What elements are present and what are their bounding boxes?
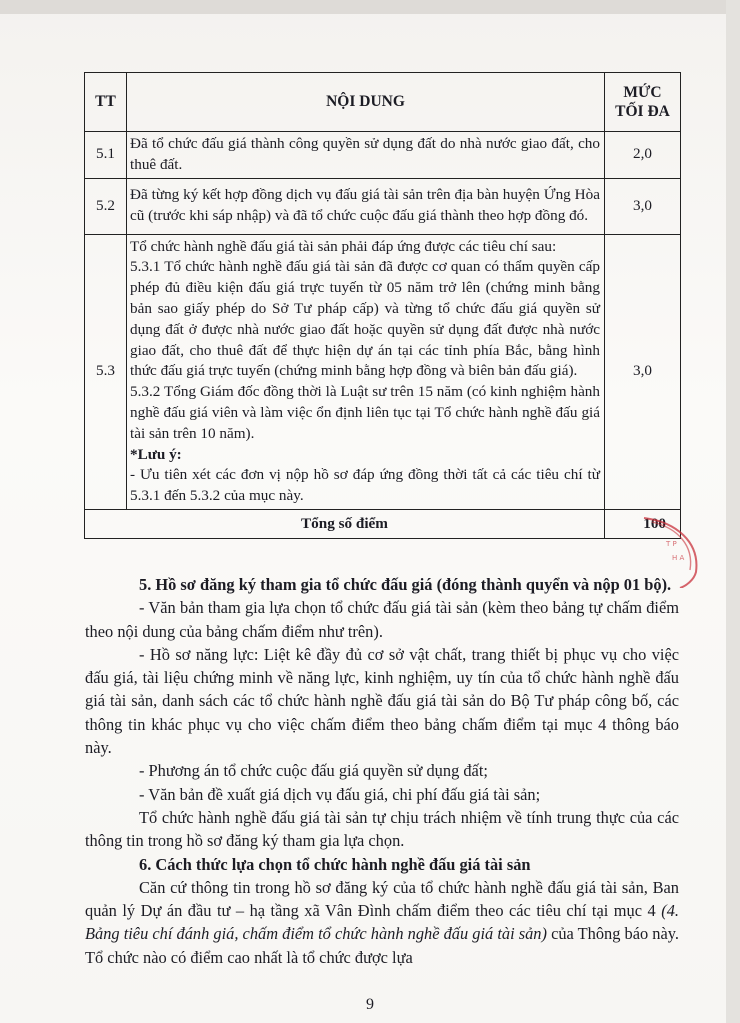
row-content: Đã tổ chức đấu giá thành công quyền sử dụng đất do nhà nước giao đất, cho thuê đất. (127, 132, 605, 179)
svg-text:T P: T P (666, 540, 677, 548)
note-label: *Lưu ý: (130, 445, 182, 463)
section-6-reference: (4. Bảng tiêu chí đánh giá, chấm điểm tổ chức hành nghề đấu giá tài sản) (85, 901, 679, 944)
row-tt: 5.2 (85, 178, 127, 234)
section-5-paragraph: - Phương án tổ chức cuộc đấu giá quyền sử dụng đất; (139, 761, 488, 781)
row-content (127, 234, 605, 509)
table-row (85, 234, 681, 509)
row-max: 2,0 (605, 132, 681, 179)
criteria-intro: Tổ chức hành nghề đấu giá tài sản phải đáp ứng được các tiêu chí sau: (130, 237, 557, 255)
header-max (605, 73, 681, 132)
red-stamp-mark (636, 512, 706, 588)
scan-top-edge (0, 0, 740, 14)
table-header-row (85, 73, 681, 132)
table-row (85, 132, 681, 179)
total-value: 100 (605, 509, 681, 538)
table-total-row (85, 509, 681, 538)
page-number: 9 (366, 996, 374, 1013)
section-6-text: của Thông báo này. Tổ chức nào có điểm cao nhất là tổ chức được lựa (85, 924, 679, 967)
header-max-line2: TỐI ĐA (615, 103, 670, 120)
row-tt: 5.3 (85, 234, 127, 509)
section-5-paragraph: Tổ chức hành nghề đấu giá tài sản tự chịu trách nhiệm về tính trung thực của các thông tin trong hồ sơ đăng ký tham gia lựa chọn. (85, 807, 679, 851)
scoring-table (84, 72, 681, 539)
total-label: Tổng số điểm (85, 509, 605, 538)
section-5-paragraph: - Văn bản đề xuất giá dịch vụ đấu giá, chi phí đấu giá tài sản; (139, 784, 541, 804)
section-5-paragraph: - Hồ sơ năng lực: Liệt kê đầy đủ cơ sở vật chất, trang thiết bị phục vụ cho việc đấu giá, tài liệu chứng minh về năng lực, kinh nghiệm, uy tín của tổ chức hành nghề đấu giá tài sản, danh sách các tổ chức hành nghề đấu giá tài sản do Bộ Tư pháp công bố, các thông tin khác phục vụ cho việc chấm điểm theo bảng chấm điểm tại mục 4 thông báo này. (85, 644, 679, 758)
row-max: 3,0 (605, 234, 681, 509)
table-row (85, 178, 681, 234)
criteria-5-3-2: 5.3.2 Tổng Giám đốc đồng thời là Luật sư trên 15 năm (có kinh nghiệm hành nghề đấu giá viên và làm việc ổn định liên tục tại Tổ chức hành nghề đấu giá tài sản trên 10 năm). (130, 383, 600, 442)
section-6-text: Căn cứ thông tin trong hồ sơ đăng ký của tổ chức hành nghề đấu giá tài sản, Ban quản lý Dự án đầu tư – hạ tầng xã Vân Đình chấm điểm theo các tiêu chí tại mục 4 (85, 877, 679, 921)
row-tt: 5.1 (85, 132, 127, 179)
svg-text:H A: H A (672, 554, 685, 562)
header-max-line1: MỨC (623, 84, 662, 101)
note-text: - Ưu tiên xét các đơn vị nộp hồ sơ đáp ứng đồng thời tất cả các tiêu chí từ 5.3.1 đến 5.3.2 của mục này. (130, 466, 600, 505)
body-text (85, 573, 679, 969)
row-max: 3,0 (605, 178, 681, 234)
row-content: Đã từng ký kết hợp đồng dịch vụ đấu giá tài sản trên địa bàn huyện Ứng Hòa cũ (trước khi sáp nhập) và đã tổ chức cuộc đấu giá thành theo hợp đồng đó. (127, 178, 605, 234)
criteria-5-3-1: 5.3.1 Tổ chức hành nghề đấu giá tài sản đã được cơ quan có thẩm quyền cấp phép đủ điều kiện đấu giá trực tuyến từ 05 năm trở lên (chứng minh bằng bản sao giấy phép do Sở Tư pháp cấp) và từng tổ chức đấu giá quyền sử dụng đất ở được nhà nước giao đất hoặc quyền sử dụng đất được nhà nước giao đất, cho thuê đất để thực hiện dự án tại các tỉnh phía Bắc, bằng hình thức đấu giá trực tuyến (chứng minh bằng hợp đồng và biên bản đấu giá). (130, 258, 600, 380)
header-tt: TT (85, 73, 127, 132)
section-6-heading: 6. Cách thức lựa chọn tổ chức hành nghề đấu giá tài sản (139, 854, 531, 874)
section-6-paragraph (85, 876, 679, 969)
header-content: NỘI DUNG (127, 73, 605, 132)
section-5-paragraph: - Văn bản tham gia lựa chọn tổ chức đấu giá tài sản (kèm theo bảng tự chấm điểm theo nội dung của bảng chấm điểm như trên). (85, 598, 679, 641)
scan-right-edge (726, 0, 740, 1023)
section-5-heading: 5. Hồ sơ đăng ký tham gia tổ chức đấu giá (đóng thành quyển và nộp 01 bộ). (139, 575, 672, 594)
